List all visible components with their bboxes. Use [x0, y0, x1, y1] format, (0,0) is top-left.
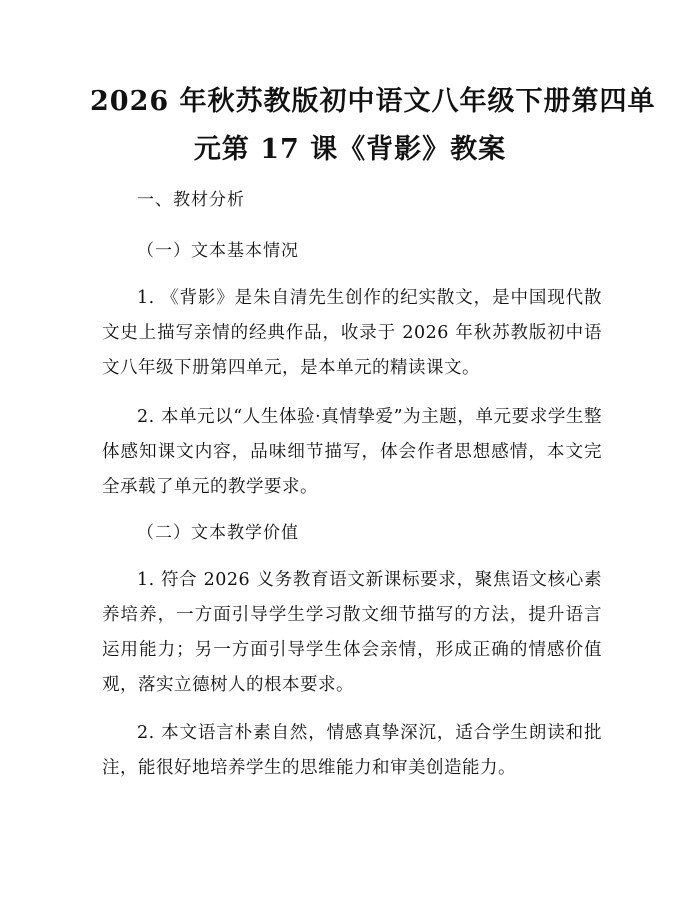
document-title-line-2: 元第 17 课《背影》教案: [193, 134, 507, 165]
paragraph-2: 2. 本单元以“人生体验·真情挚爱”为主题，单元要求学生整体感知课文内容，品味细节描写，体会作者思想感情，本文完全承载了单元的教学要求。: [102, 407, 602, 497]
paragraph-1: 1. 《背影》是朱自清先生创作的纪实散文，是中国现代散文史上描写亲情的经典作品，收录于 2026 年秋苏教版初中语文八年级下册第四单元，是本单元的精读课文。: [102, 288, 602, 378]
subsection-heading-text-basics: （一）文本基本情况: [137, 241, 299, 261]
paragraph-3: 1. 符合 2026 义务教育语文新课标要求，聚焦语文核心素养培养，一方面引导学生学习散文细节描写的方法，提升语言运用能力；另一方面引导学生体会亲情，形成正确的情感价值观，落实立德树人的根本要求。: [102, 570, 602, 695]
section-heading-teaching-material-analysis: 一、教材分析: [137, 190, 245, 210]
paragraph-4: 2. 本文语言朴素自然，情感真挚深沉，适合学生朗读和批注，能很好地培养学生的思维能力和审美创造能力。: [102, 723, 602, 778]
subsection-heading-teaching-value: （二）文本教学价值: [137, 523, 299, 543]
document-title-line-1: 2026 年秋苏教版初中语文八年级下册第四单: [90, 86, 656, 117]
